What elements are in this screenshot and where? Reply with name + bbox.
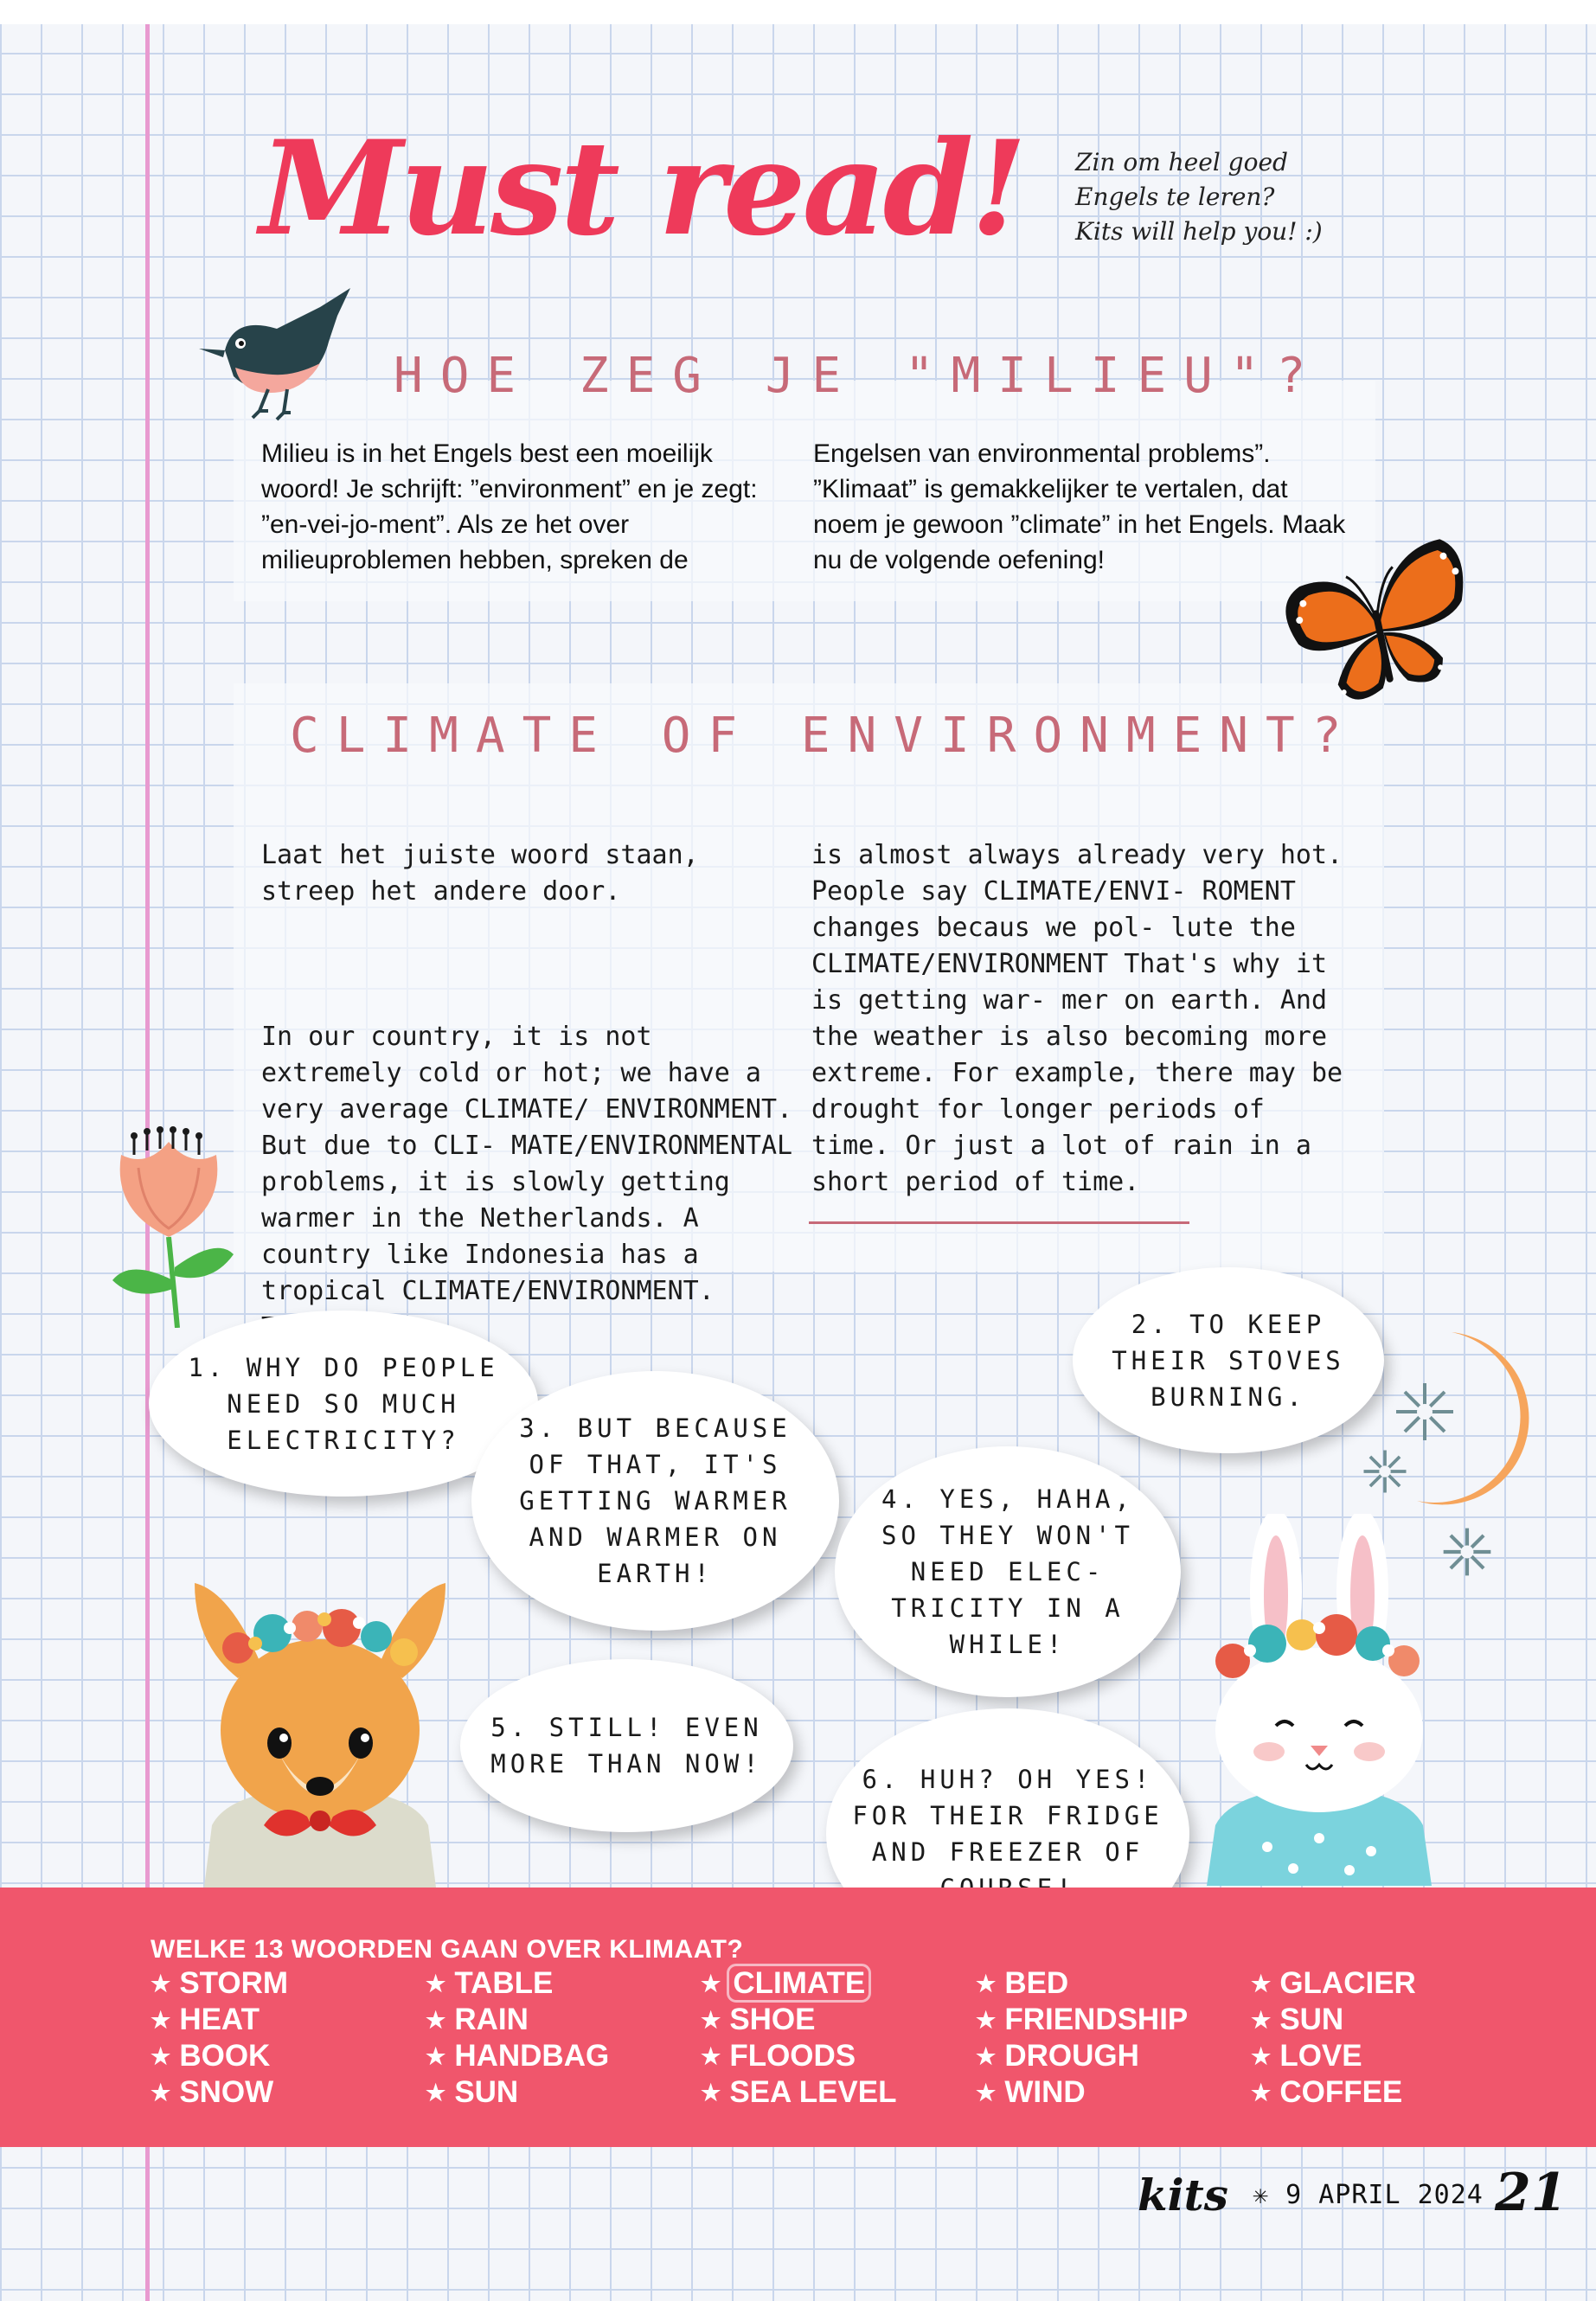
star-icon: ★: [701, 2007, 721, 2033]
page-top-edge: [0, 0, 1596, 24]
star-icon: ★: [976, 2007, 997, 2033]
speech-bubble-text: 1. WHY DO PEOPLE NEED SO MUCH ELECTRICITY?: [188, 1352, 499, 1455]
word-label: DROUGH: [1004, 2039, 1139, 2073]
word-item: [1251, 2075, 1402, 2110]
bunny-illustration: [1181, 1514, 1453, 1886]
intro-text-col2: Engelsen van environmental problems”. ”Klimaat” is gemakkelijker te vertalen, dat noem je gewoon ”climate” in het Engels. Maak nu de volgende oefening!: [813, 439, 1346, 574]
star-icon: ★: [426, 2007, 446, 2033]
word-label: BED: [1004, 1966, 1069, 2000]
word-label: GLACIER: [1279, 1966, 1416, 2000]
star-icon: ★: [151, 2007, 171, 2033]
speech-bubble-text: 6. HUH? OH YES! FOR THEIR FRIDGE AND FREEZER OF: [852, 1765, 1163, 1867]
word-item: [1251, 2003, 1343, 2037]
word-item: [426, 2039, 609, 2073]
section-divider: [809, 1221, 1189, 1224]
note-line: Zin om heel goed: [1075, 148, 1288, 176]
exercise-paragraph-1: In our country, it is not extremely cold or hot; we have a very average CLIMATE/ ENVIRONMENT. But due to CLI- MATE/ENVIRONMENTAL problems, it is slowly getting warmer in the Netherlands. A country like Indonesia has a tropical CLIMATE/ENVIRONMENT.: [261, 1022, 793, 1306]
speech-bubble-5: [460, 1659, 793, 1832]
star-icon: ★: [1251, 2007, 1272, 2033]
star-icon: ★: [426, 2043, 446, 2069]
word-item: [701, 2003, 816, 2037]
word-item: [151, 2039, 270, 2073]
note-line: Engels te leren?: [1075, 183, 1275, 211]
sparkle-icon: [1394, 1381, 1455, 1442]
word-label: WIND: [1004, 2075, 1086, 2109]
word-quiz-title: WELKE 13 WOORDEN GAAN OVER KLIMAAT?: [151, 1935, 744, 1964]
speech-bubble-text: 5. STILL! EVEN MORE THAN NOW!: [490, 1713, 763, 1779]
word-item: [976, 2039, 1139, 2073]
star-icon: ★: [976, 2043, 997, 2069]
word-item: [976, 2003, 1188, 2037]
word-label: BOOK: [179, 2039, 271, 2073]
section-heading-milieu: HOE ZEG JE "MILIEU"?: [394, 348, 1324, 404]
word-item: [426, 2003, 529, 2037]
footer-brand-logo: kits: [1138, 2170, 1228, 2221]
word-item: [701, 2039, 856, 2073]
bird-illustration: [190, 281, 363, 428]
word-item: [1251, 2039, 1362, 2073]
speech-bubble-text: 2. TO KEEP THEIR STOVES BURNING.: [1112, 1309, 1345, 1412]
sparkle-icon: [1362, 1449, 1407, 1494]
star-icon: ★: [701, 2043, 721, 2069]
word-label: SUN: [1279, 2003, 1344, 2036]
word-item: [151, 2003, 260, 2037]
word-label: LOVE: [1279, 2039, 1362, 2073]
star-icon: ★: [976, 1971, 997, 1997]
word-label: FRIENDSHIP: [1004, 2003, 1189, 2036]
word-item: [976, 1966, 1068, 2001]
word-item: [701, 1966, 869, 2001]
word-label: STORM: [179, 1966, 289, 2000]
star-icon: ★: [976, 2080, 997, 2106]
exercise-text-col2: [811, 801, 1348, 1237]
star-icon: ★: [151, 2080, 171, 2106]
word-label: RAIN: [454, 2003, 529, 2036]
flower-illustration: [95, 1107, 242, 1328]
exercise-paragraph-2: is almost always already very hot. People say CLIMATE/ENVI- ROMENT changes becaus we pol- lute the CLIMATE/ENVIRONMENT That's why it is getting war- mer on earth. And the weather is also becoming more extreme. For example, there may be drought for longer periods of time. Or just a lot of rain in a short period of time.: [811, 840, 1343, 1197]
exercise-instruction: Laat het juiste woord staan, streep het andere door.: [261, 840, 699, 907]
word-item: [426, 1966, 553, 2001]
star-icon: ★: [1251, 2080, 1272, 2106]
word-label: SEA LEVEL: [729, 2075, 897, 2109]
speech-bubble-text: 3. BUT BECAUSE OF THAT, IT'S GETTING WARMER AND WARMER ON EARTH!: [519, 1413, 792, 1588]
speech-bubble-3: [471, 1371, 839, 1631]
butterfly-illustration: [1276, 536, 1484, 722]
star-icon: ★: [426, 2080, 446, 2106]
footer-date: [1253, 2180, 1484, 2210]
word-item: [701, 2075, 897, 2110]
speech-bubble-4: [835, 1446, 1181, 1697]
word-label: FLOODS: [729, 2039, 856, 2073]
page-title: Must read!: [260, 112, 1024, 265]
star-icon: ★: [1251, 2043, 1272, 2069]
word-label: SHOE: [729, 2003, 816, 2036]
page-number: 21: [1495, 2163, 1567, 2223]
speech-bubble-text: 4. YES, HAHA, SO THEY WON'T NEED ELEC- TRICITY IN A WHILE!: [881, 1484, 1134, 1659]
note-line: Kits will help you! :): [1075, 217, 1323, 246]
star-icon: ★: [701, 2080, 721, 2106]
word-label: HEAT: [179, 2003, 260, 2036]
handwritten-note: [1075, 145, 1361, 249]
word-label: TABLE: [454, 1966, 554, 2000]
word-label: SNOW: [179, 2075, 274, 2109]
intro-text-col1: Milieu is in het Engels best een moeilijk woord! Je schrijft: ”environment” en je zegt: ”en-vei-jo-ment”. Als ze het over milieuproblemen hebben, spreken de: [261, 439, 758, 574]
deer-illustration: [177, 1566, 463, 1894]
asterisk-icon: ✳: [1253, 2180, 1270, 2210]
star-icon: ★: [426, 1971, 446, 1997]
word-label: HANDBAG: [454, 2039, 610, 2073]
speech-bubble-2: [1073, 1267, 1384, 1453]
word-item: [1251, 1966, 1416, 2001]
word-item: [151, 2075, 273, 2110]
footer-date-text: 9 APRIL 2024: [1285, 2180, 1484, 2210]
word-item: [151, 1966, 288, 2001]
star-icon: ★: [151, 2043, 171, 2069]
word-item: [976, 2075, 1086, 2110]
star-icon: ★: [151, 1971, 171, 1997]
word-item: [426, 2075, 518, 2110]
star-icon: ★: [1251, 1971, 1272, 1997]
word-label: SUN: [454, 2075, 519, 2109]
word-label-highlighted: CLIMATE: [729, 1966, 869, 2000]
exercise-text-col1: [261, 801, 793, 1382]
word-label: COFFEE: [1279, 2075, 1403, 2109]
star-icon: ★: [701, 1971, 721, 1997]
section-heading-climate: CLIMATE OF ENVIRONMENT?: [290, 708, 1359, 764]
